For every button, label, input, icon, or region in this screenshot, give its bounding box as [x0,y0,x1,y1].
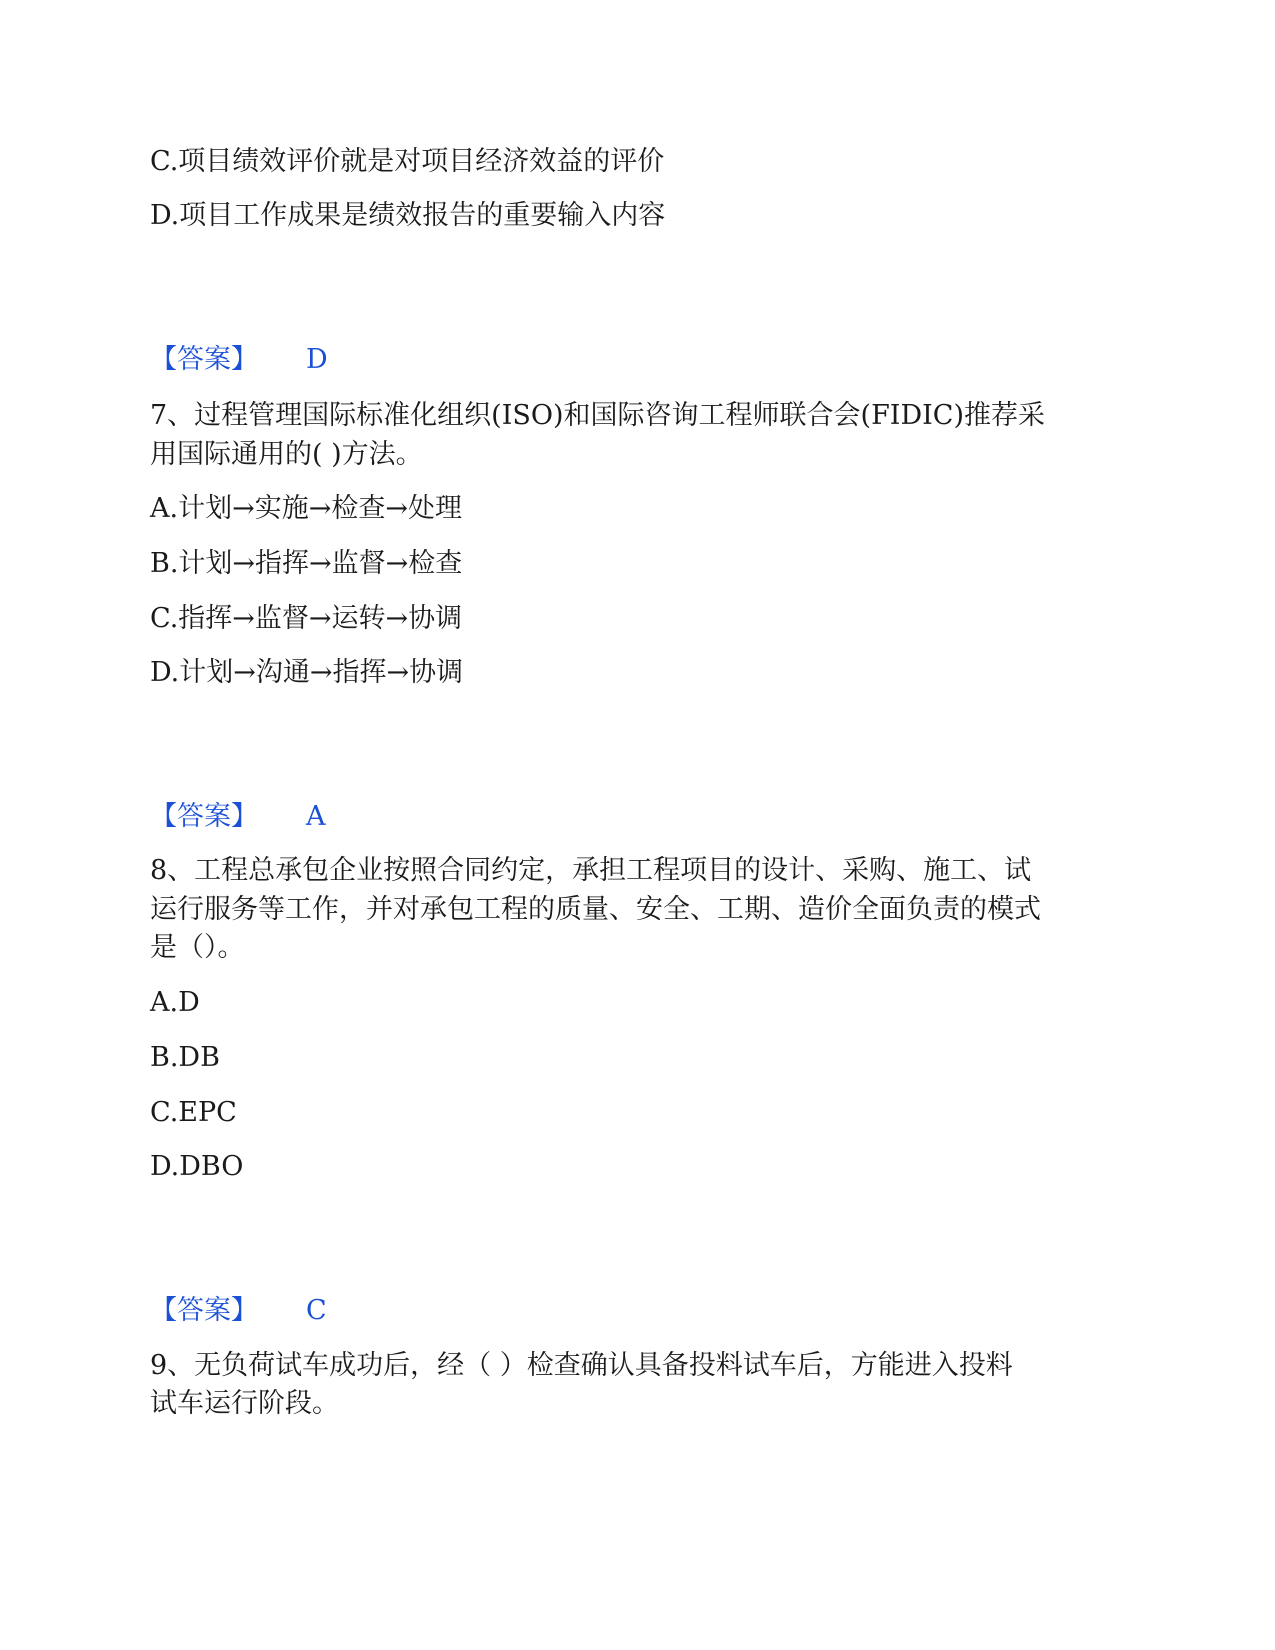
q7-option-d: D.计划→沟通→指挥→协调 [150,657,464,688]
answer-label: 【答案】 [150,801,258,832]
q7-option-a: A.计划→实施→检查→处理 [150,493,462,524]
q6-option-d: D.项目工作成果是绩效报告的重要输入内容 [150,200,666,231]
q8-answer [150,1291,327,1331]
answer-label: 【答案】 [150,1295,258,1326]
q7-stem-line-1: 7、过程管理国际标准化组织(ISO)和国际咨询工程师联合会(FIDIC)推荐采 [150,400,1045,431]
q6-answer [150,340,328,380]
q7-option-b: B.计划→指挥→监督→检查 [150,548,463,579]
q9-stem-line-1: 9、无负荷试车成功后，经（ ）检查确认具备投料试车后，方能进入投料 [150,1350,1013,1381]
q8-stem-line-1: 8、工程总承包企业按照合同约定，承担工程项目的设计、采购、施工、试 [150,855,1032,886]
q8-option-c: C.EPC [150,1097,237,1128]
answer-value: A [306,801,326,832]
q8-stem-line-2: 运行服务等工作，并对承包工程的质量、安全、工期、造价全面负责的模式 [150,894,1041,925]
q8-option-b: B.DB [150,1042,220,1073]
q7-stem-line-2: 用国际通用的( )方法。 [150,439,423,470]
q7-answer [150,797,326,837]
answer-value: D [306,344,328,375]
q9-stem-line-2: 试车运行阶段。 [150,1388,339,1419]
q8-option-a: A.D [150,987,200,1018]
q8-option-d: D.DBO [150,1151,244,1182]
q8-stem-line-3: 是（）。 [150,932,245,963]
answer-label: 【答案】 [150,344,258,375]
q7-option-c: C.指挥→监督→运转→协调 [150,603,463,634]
answer-value: C [306,1295,327,1326]
q6-option-c: C.项目绩效评价就是对项目经济效益的评价 [150,146,665,177]
